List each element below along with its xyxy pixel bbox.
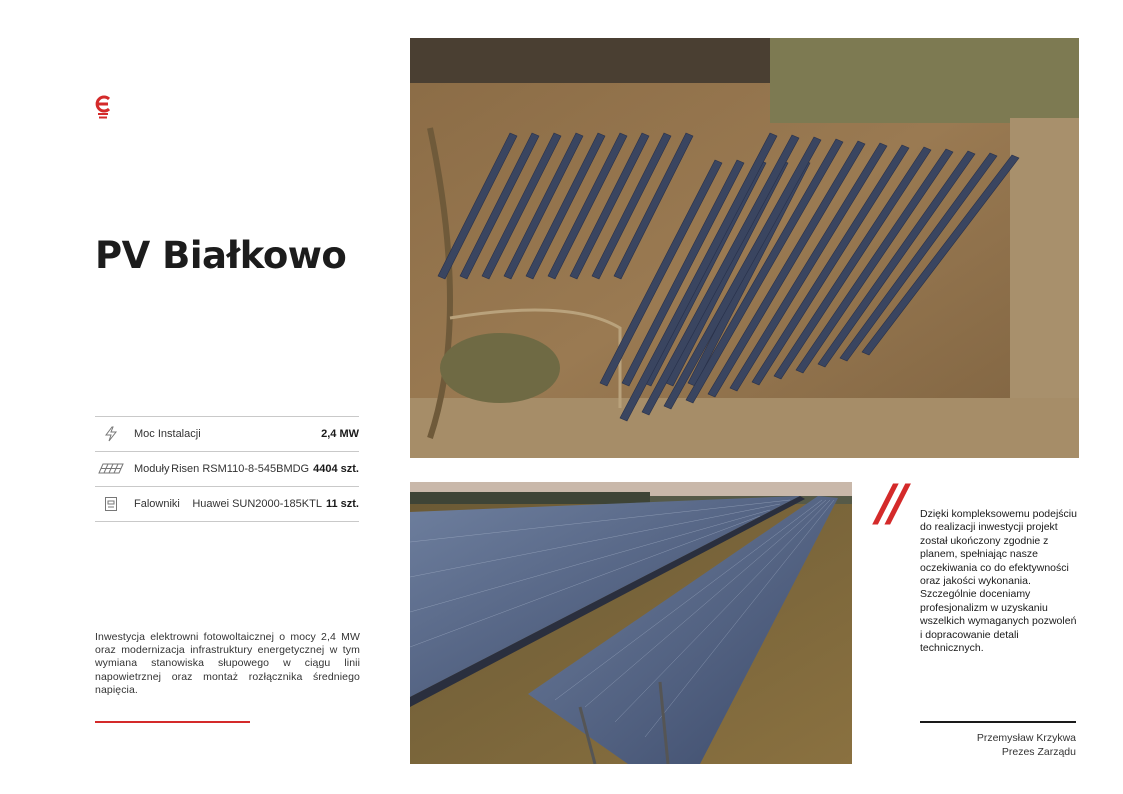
spec-value: 11 szt. xyxy=(325,498,359,510)
testimonial-text: Dzięki kompleksowemu podejściu do realizacji inwestycji projekt został ukończony zgodnie z planem, spełniając nasze oczekiwania co do efektywności oraz jakości wykonania. Szczególnie doceniamy profesjonalizm w uzyskaniu wszelkich wymaganych pozwoleń i dopracowanie detali technicznych. xyxy=(920,508,1077,655)
spec-detail: Huawei SUN2000-185KTL xyxy=(192,498,322,510)
spec-row-modules xyxy=(95,452,359,487)
aerial-solar-farm-photo xyxy=(410,38,1079,458)
spec-detail: Risen RSM110-8-545BMDG xyxy=(171,463,310,475)
quote-mark-icon: // xyxy=(877,474,902,532)
project-title: PV Białkowo xyxy=(95,234,347,277)
inverter-icon xyxy=(95,496,127,512)
author-name: Przemysław Krzykwa xyxy=(976,732,1076,744)
lightning-icon xyxy=(95,426,127,442)
spec-label: Moc Instalacji xyxy=(134,428,201,440)
spec-label: Moduły xyxy=(134,463,170,475)
quote-divider xyxy=(920,721,1076,723)
testimonial-author xyxy=(920,732,1076,759)
spec-label: Falowniki xyxy=(134,498,180,510)
spec-row-inverters xyxy=(95,487,359,522)
company-logo xyxy=(92,94,114,122)
project-description: Inwestycja elektrowni fotowoltaicznej o mocy 2,4 MW oraz modernizacja infrastruktury energetycznej w tym wymiana stanowiska słupowego w ciągu linii napowietrznej oraz montaż rozłącznika średniego napięcia. xyxy=(95,631,360,696)
ground-solar-panels-photo xyxy=(410,482,852,764)
spec-row-power xyxy=(95,417,359,452)
author-role: Prezes Zarządu xyxy=(1001,745,1076,758)
solar-panel-icon xyxy=(95,463,127,475)
accent-divider xyxy=(95,721,250,723)
specs-table xyxy=(95,416,359,522)
spec-value: 2,4 MW xyxy=(321,428,359,440)
spec-value: 4404 szt. xyxy=(313,463,359,475)
